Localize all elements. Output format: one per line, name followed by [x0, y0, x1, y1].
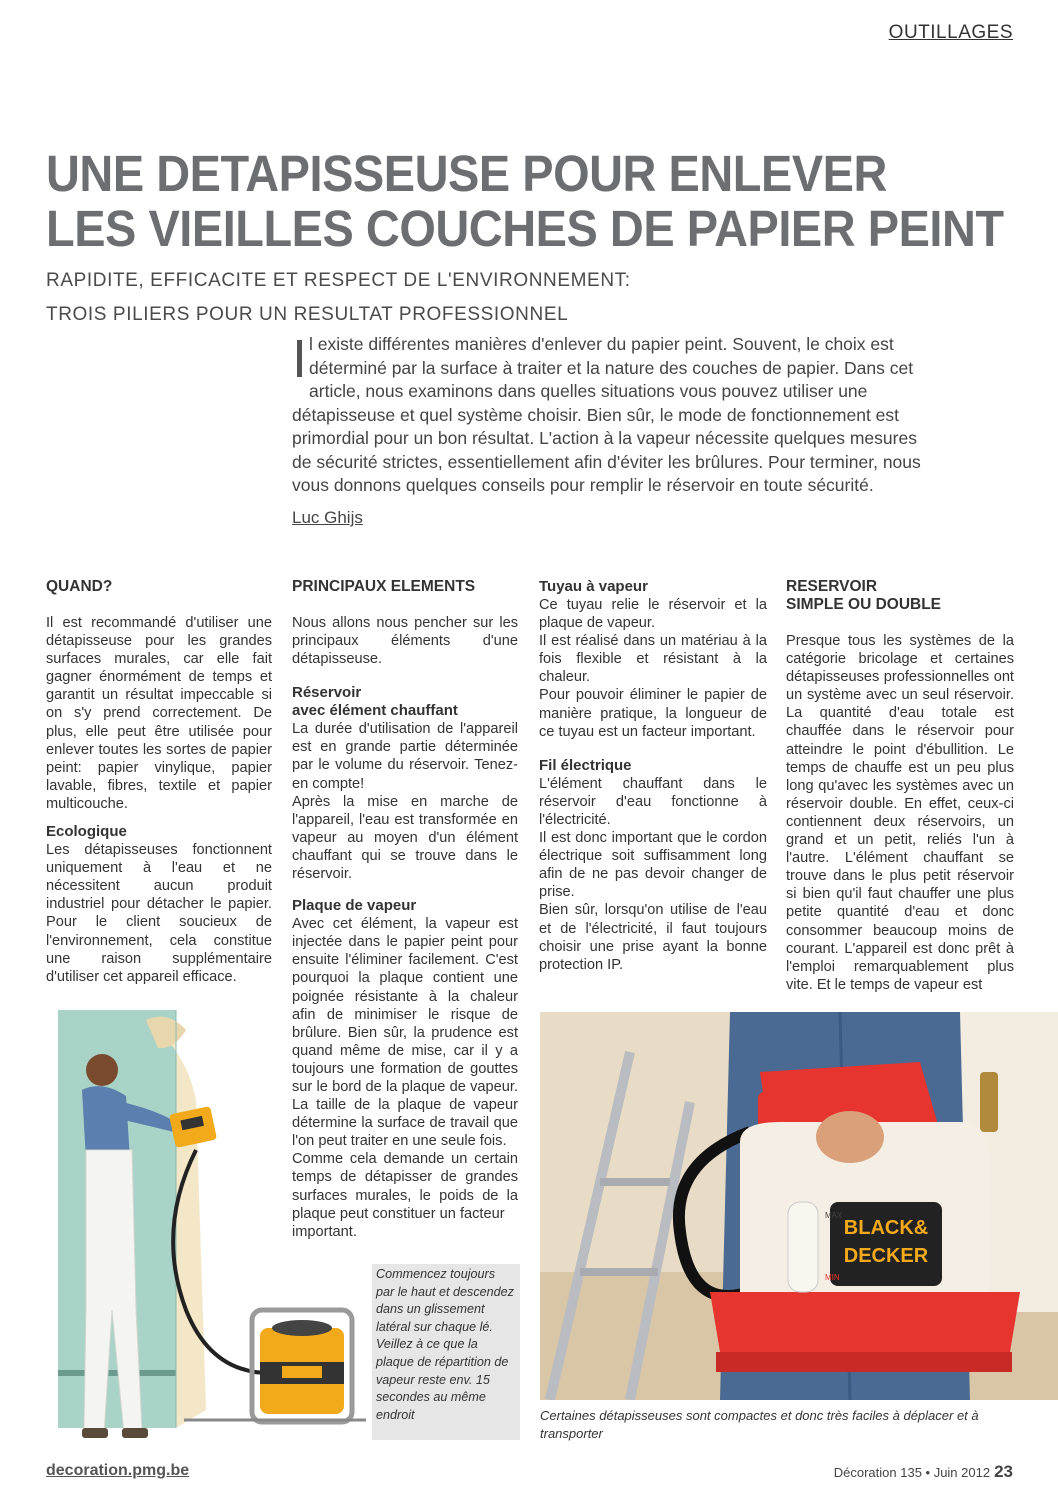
steamer-photo	[540, 1012, 1058, 1400]
min-label: MIN	[825, 1273, 840, 1282]
paragraph-ecologique: Les détapisseuses fonctionnent uniquement à l'eau et ne nécessitent aucun produit industriel pour détacher le papier. Pour le client soucieux de l'environnement, cela constitue une raison supplémentaire d'utiliser cet appareil efficace.	[46, 842, 272, 985]
heading-ecologique: Ecologique	[46, 823, 127, 841]
footer-issue	[834, 1462, 1013, 1482]
footer-issue-text: Décoration 135 • Juin 2012	[833, 1465, 991, 1480]
column-2	[292, 578, 518, 1241]
section-tag: OUTILLAGES	[888, 22, 1013, 43]
heading-reservoir-double: SIMPLE OU DOUBLE	[786, 596, 942, 613]
paragraph-reservoir-2: Après la mise en marche de l'appareil, l'eau est transformée en vapeur au moyen d'un élément chauffant qui se trouve dans le réservoir.	[292, 793, 518, 883]
column-1	[46, 578, 272, 986]
page-title	[46, 145, 1004, 257]
drop-cap: I	[292, 329, 308, 389]
paragraph-reservoir-1: La durée d'utilisation de l'appareil est en grande partie déterminée par le volume du réservoir. Tenez-en compte!	[292, 721, 518, 792]
title-line-2: LES VIEILLES COUCHES DE PAPIER PEINT	[46, 200, 1004, 257]
intro-paragraph	[292, 329, 922, 498]
photo-caption: Certaines détapisseuses sont compactes et donc très faciles à déplacer et à transporter	[540, 1408, 979, 1441]
author-link[interactable]: Luc Ghijs	[292, 508, 363, 527]
heading-fil-electrique: Fil électrique	[539, 756, 632, 774]
column-3	[539, 578, 767, 974]
intro-text: l existe différentes manières d'enlever du papier peint. Souvent, le choix est déterminé par la surface à traiter et la nature des couches de papier. Dans cet article, nous examinons dans quelles situations vous pouvez utiliser une détapisseuse et quel système choisir. Bien sûr, le mode de fonctionnement est primordial pour un bon résultat. L'action à la vapeur nécessite quelques mesures de sécurité strictes, essentiellement afin d'éviter les brûlures. Pour terminer, nous vous donnons quelques conseils pour remplir le réservoir en toute sécurité.	[292, 334, 921, 495]
subtitle-line-2: TROIS PILIERS POUR UN RESULTAT PROFESSIONNEL	[46, 304, 569, 325]
heading-plaque-de-vapeur: Plaque de vapeur	[292, 897, 417, 915]
paragraph-tuyau-2: Il est réalisé dans un matériau à la fois flexible et résistant à la chaleur.	[539, 633, 767, 686]
heading-tuyau-a-vapeur: Tuyau à vapeur	[539, 578, 648, 595]
brand-text-1: BLACK&	[843, 1217, 929, 1239]
brand-text-2: DECKER	[843, 1245, 929, 1267]
paragraph-fil-1: L'élément chauffant dans le réservoir d'eau fonctionne à l'électricité.	[539, 775, 767, 828]
footer-website-link[interactable]: decoration.pmg.be	[46, 1462, 190, 1479]
paragraph-principaux-elements: Nous allons nous pencher sur les principaux éléments d'une détapisseuse.	[292, 615, 518, 668]
paragraph-tuyau-3: Pour pouvoir éliminer le papier de manière pratique, la longueur de ce tuyau est un facteur important.	[539, 687, 767, 740]
max-label: MAX	[825, 1211, 843, 1220]
heading-reservoir-simple: RESERVOIR	[786, 578, 878, 595]
heading-reservoir: Réservoir	[292, 684, 362, 702]
page-number: 23	[994, 1462, 1013, 1481]
paragraph-reservoir-simple-double: Presque tous les systèmes de la catégorie bricolage et certaines détapisseuses professionnelles ont un système avec un seul réservoir. La quantité d'eau totale est chauffée dans le réservoir pour atteindre le point d'ébullition. Le temps de chauffe est un peu plus long qu'avec les systèmes avec un réservoir double. En effet, ceux-ci contiennent deux réservoirs, un grand et un petit, reliés l'un à l'autre. L'élément chauffant se trouve dans le plus petit réservoir si bien qu'il faut chauffer une plus petite quantité d'eau et donc consommer beaucoup moins de courant. L'appareil est donc prêt à l'emploi remarquablement plus vite. Et le temps de vapeur est	[786, 633, 1014, 993]
subtitle-line-1: RAPIDITE, EFFICACITE ET RESPECT DE L'ENVIRONNEMENT:	[46, 270, 631, 291]
paragraph-plaque-3: important.	[292, 1223, 357, 1240]
tip-box: Commencez toujours par le haut et descendez dans un glissement latéral sur chaque lé. Veillez à ce que la plaque de répartition de vapeur reste env. 15 secondes au même endroit	[372, 1264, 520, 1440]
heading-principaux-elements: PRINCIPAUX ELEMENTS	[292, 578, 476, 595]
title-line-1: UNE DETAPISSEUSE POUR ENLEVER	[46, 145, 887, 202]
heading-reservoir-sub: avec élément chauffant	[292, 702, 458, 720]
paragraph-quand: Il est recommandé d'utiliser une détapisseuse pour les grandes surfaces murales, car elle fait gagner énormément de temps et garantit un résultat impeccable si on s'y prend correctement. De plus, elle peut être utilisée pour enlever toutes les sortes de papier peint: papier vinylique, papier lavable, fibres, textile et papier multicouche.	[46, 615, 272, 812]
paragraph-fil-3: Bien sûr, lorsqu'on utilise de l'eau et de l'électricité, il faut toujours choisir une prise ayant la bonne protection IP.	[539, 902, 767, 973]
paragraph-tuyau-1: Ce tuyau relie le réservoir et la plaque de vapeur.	[539, 597, 767, 632]
paragraph-fil-2: Il est donc important que le cordon électrique soit suffisamment long afin de ne pas devoir changer de prise.	[539, 830, 767, 901]
paragraph-plaque-1: Avec cet élément, la vapeur est injectée dans le papier peint pour ensuite l'éliminer facilement. C'est pourquoi la plaque contient une poignée résistante à la chaleur afin de minimiser le risque de brûlure. Bien sûr, la prudence est quand même de mise, car il y a toujours une formation de gouttes sur le bord de la plaque de vapeur. La taille de la plaque de vapeur détermine la surface de travail que l'on peut traiter en une seule fois.	[292, 916, 518, 1150]
paragraph-plaque-2: Comme cela demande un certain temps de détapisser de grandes surfaces murales, le poids de la plaque peut constituer un facteur	[292, 1151, 518, 1222]
heading-quand: QUAND?	[46, 578, 113, 595]
column-4	[786, 578, 1014, 994]
